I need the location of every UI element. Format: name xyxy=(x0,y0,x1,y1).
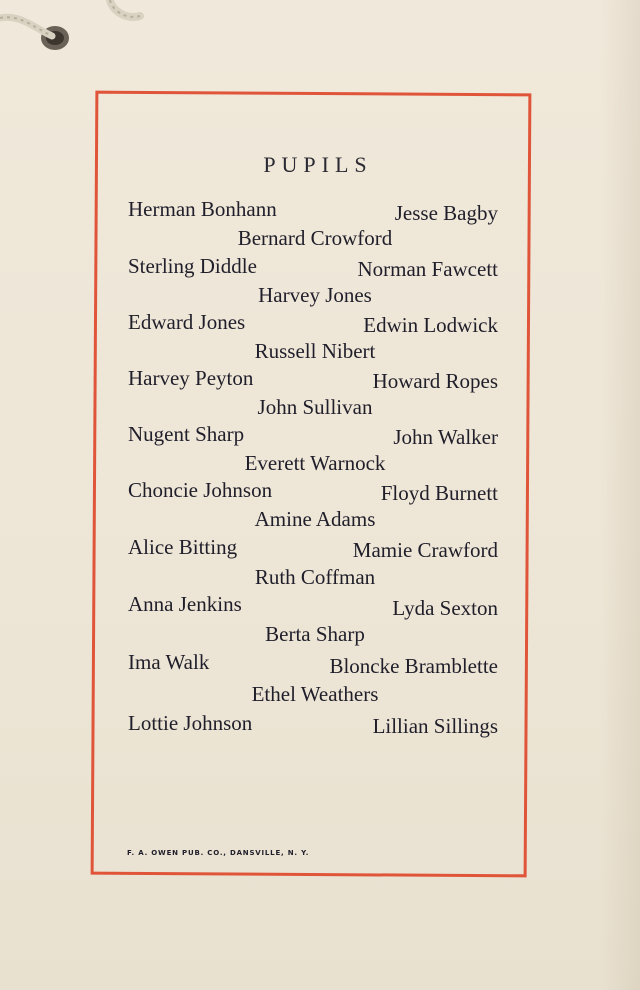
pupil-name: Amine Adams xyxy=(254,507,376,531)
pupil-name: Bernard Crowford xyxy=(237,226,393,250)
pupil-name: Lillian Sillings xyxy=(372,714,498,738)
pupil-name: Anna Jenkins xyxy=(128,592,242,616)
pupil-name: Harvey Peyton xyxy=(128,366,254,390)
pupil-name: Harvey Jones xyxy=(258,283,372,307)
pupil-name: Edwin Lodwick xyxy=(363,313,498,337)
pupil-name: Floyd Burnett xyxy=(380,481,498,505)
pupil-name: Howard Ropes xyxy=(372,369,498,393)
pupil-name: Berta Sharp xyxy=(265,622,365,646)
pupil-name: John Walker xyxy=(393,425,498,449)
pupil-name: Nugent Sharp xyxy=(128,422,245,446)
pupil-name: Russell Nibert xyxy=(254,339,376,363)
page-title: PUPILS xyxy=(263,152,373,177)
pupil-name: Ethel Weathers xyxy=(251,682,379,706)
pupil-name: Herman Bonhann xyxy=(128,197,277,221)
pupil-name: Sterling Diddle xyxy=(128,254,257,278)
card-edge-shadow xyxy=(600,0,640,990)
pupil-name: Ima Walk xyxy=(128,650,210,674)
pupil-name: Bloncke Bramblette xyxy=(329,654,498,678)
pupil-name: Choncie Johnson xyxy=(128,478,273,502)
pupil-name: Mamie Crawford xyxy=(352,538,498,562)
pupil-name: Edward Jones xyxy=(128,310,246,334)
pupil-name: Alice Bitting xyxy=(128,535,238,559)
pupil-name: John Sullivan xyxy=(257,395,373,419)
pupil-name: Lottie Johnson xyxy=(128,711,253,735)
pupil-name: Jesse Bagby xyxy=(394,201,498,225)
pupil-name: Lyda Sexton xyxy=(392,596,498,620)
pupil-name: Norman Fawcett xyxy=(357,257,498,281)
pupil-name: Everett Warnock xyxy=(244,451,386,475)
pupil-name: Ruth Coffman xyxy=(254,565,376,589)
hanging-string-icon xyxy=(0,0,160,60)
publisher-imprint: F. A. OWEN PUB. CO., DANSVILLE, N. Y. xyxy=(127,849,310,857)
